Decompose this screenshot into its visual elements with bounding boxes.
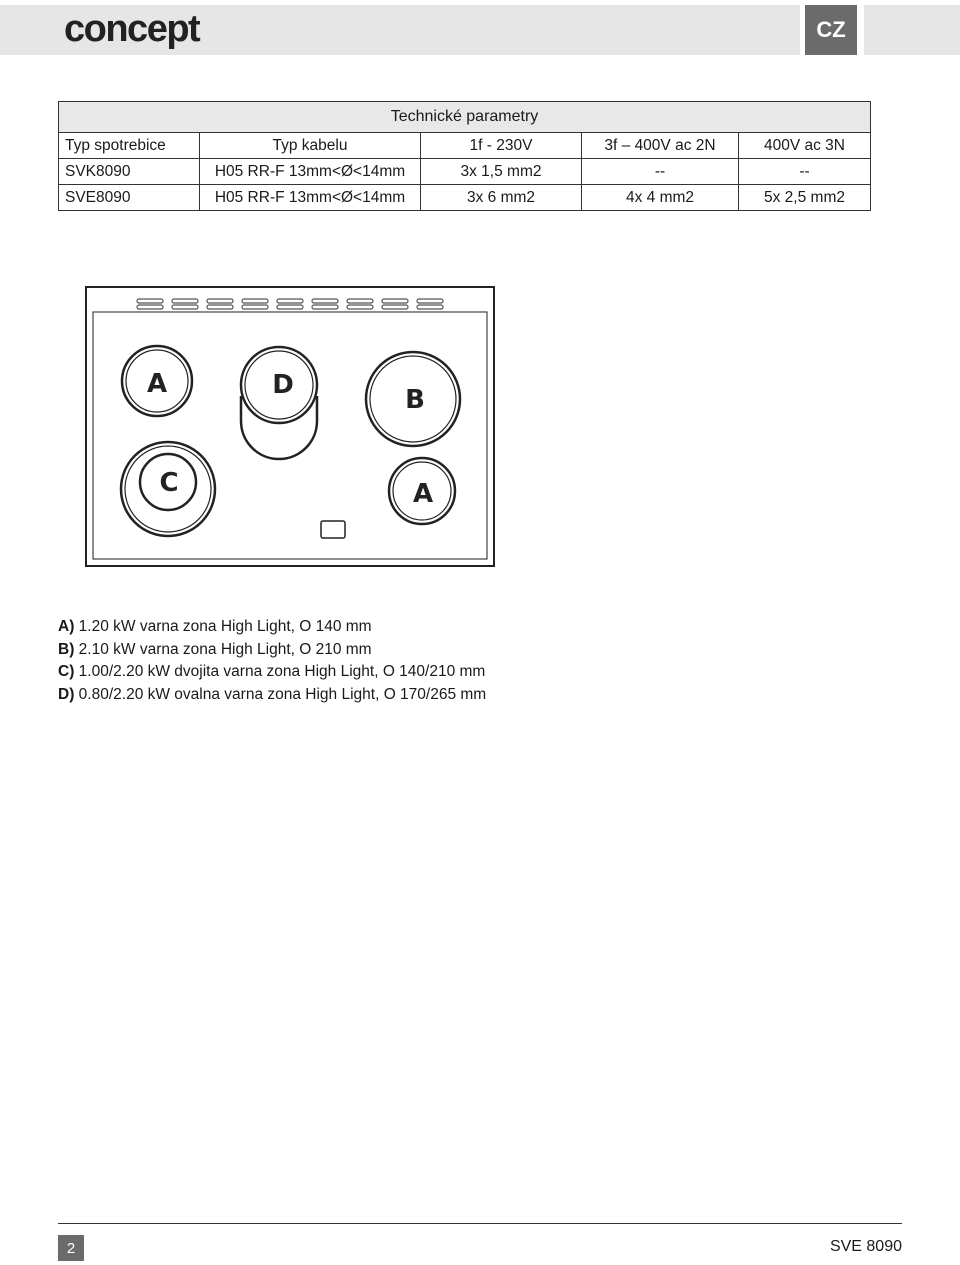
header-bar-end — [864, 5, 960, 55]
legend-item: C) 1.00/2.20 kW dvojita varna zona High Light, O 140/210 mm — [58, 663, 486, 681]
legend-item: D) 0.80/2.20 kW ovalna varna zona High Light, O 170/265 mm — [58, 686, 487, 704]
table-row — [59, 159, 871, 185]
table-cell: SVK8090 — [59, 159, 200, 185]
table-cell: 5x 2,5 mm2 — [739, 185, 871, 211]
column-header: Typ kabelu — [200, 133, 421, 159]
table-cell: SVE8090 — [59, 185, 200, 211]
column-header: 400V ac 3N — [739, 133, 871, 159]
language-badge: CZ — [805, 5, 857, 55]
table-cell: -- — [739, 159, 871, 185]
zone-label: B — [405, 385, 425, 415]
column-header: 1f - 230V — [421, 133, 582, 159]
page-number: 2 — [58, 1235, 84, 1261]
table-cell: 4x 4 mm2 — [582, 185, 739, 211]
technical-parameters-table — [58, 101, 871, 211]
legend-item: B) 2.10 kW varna zona High Light, O 210 mm — [58, 640, 372, 658]
zone-label: D — [272, 370, 294, 400]
table-cell: 3x 1,5 mm2 — [421, 159, 582, 185]
legend-item: A) 1.20 kW varna zona High Light, O 140 mm — [58, 618, 372, 635]
table-row — [59, 185, 871, 211]
brand-logo: concept — [64, 8, 200, 50]
zone-label: A — [146, 369, 168, 399]
zone-label: A — [412, 479, 434, 509]
column-header: Typ spotrebice — [59, 133, 200, 159]
table-title: Technické parametry — [59, 102, 871, 133]
table-header-row — [59, 133, 871, 159]
zone-legend — [58, 616, 486, 707]
footer-divider — [58, 1223, 902, 1224]
zone-label: C — [159, 468, 179, 498]
hob-diagram — [85, 286, 495, 567]
hob-outer-frame — [86, 287, 494, 566]
table-cell: H05 RR-F 13mm<Ø<14mm — [200, 185, 421, 211]
column-header: 3f – 400V ac 2N — [582, 133, 739, 159]
model-name: SVE 8090 — [829, 1238, 902, 1255]
header-bar — [0, 5, 800, 55]
table-cell: -- — [582, 159, 739, 185]
table-cell: H05 RR-F 13mm<Ø<14mm — [200, 159, 421, 185]
table-cell: 3x 6 mm2 — [421, 185, 582, 211]
